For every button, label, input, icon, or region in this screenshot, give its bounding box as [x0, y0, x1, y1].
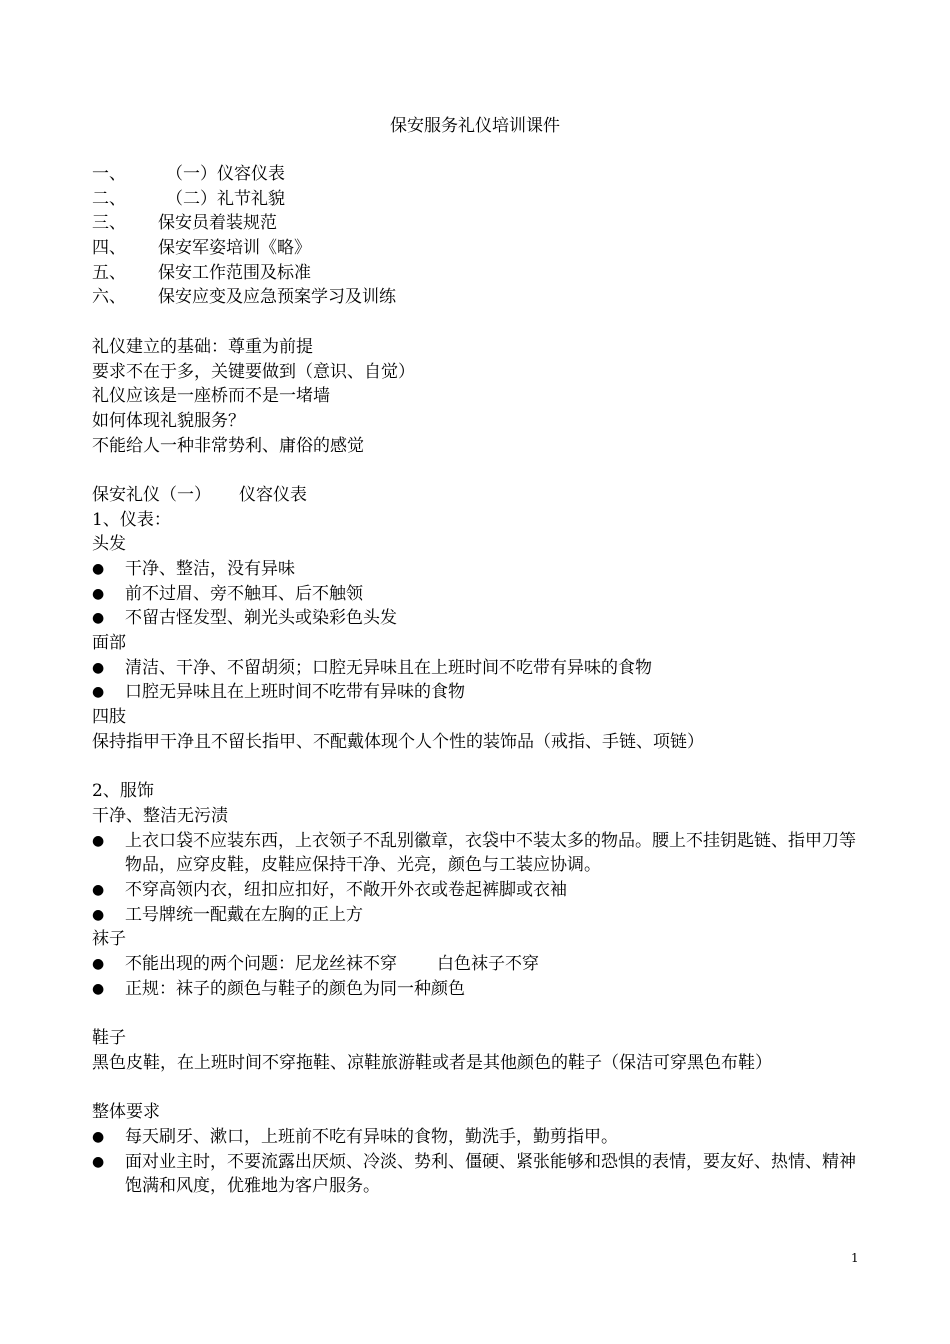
toc-number: 四、 — [92, 238, 126, 259]
list-item-text: 每天刷牙、漱口，上班前不吃有异味的食物，勤洗手，勤剪指甲。 — [125, 1126, 618, 1147]
subsection-heading: 1、仪表： — [92, 509, 171, 530]
shoes-text: 黑色皮鞋，在上班时间不穿拖鞋、凉鞋旅游鞋或者是其他颜色的鞋子（保洁可穿黑色布鞋） — [92, 1052, 772, 1073]
bullet-icon: ● — [92, 610, 105, 627]
socks-issue-b: 白色袜子不穿 — [437, 954, 539, 975]
toc-text: （二）礼节礼貌 — [166, 188, 285, 209]
document-body — [92, 162, 872, 1199]
list-item — [92, 1150, 872, 1199]
limbs-text: 保持指甲干净且不留长指甲、不配戴体现个人个性的装饰品（戒指、手链、项链） — [92, 731, 704, 752]
face-label: 面部 — [92, 633, 126, 654]
toc-text: 保安员着装规范 — [158, 213, 277, 234]
spacer — [92, 458, 872, 483]
toc-text: 保安军姿培训《略》 — [158, 238, 311, 259]
intro-line: 礼仪建立的基础：尊重为前提 — [92, 336, 313, 357]
socks-label: 袜子 — [92, 929, 126, 950]
list-item — [92, 582, 872, 607]
bullet-icon: ● — [92, 832, 105, 849]
bullet-icon: ● — [92, 980, 105, 997]
intro-line: 要求不在于多，关键要做到（意识、自觉） — [92, 361, 415, 382]
bullet-icon: ● — [92, 1128, 105, 1145]
list-item-text: 面对业主时，不要流露出厌烦、冷淡、势利、僵硬、紧张能够和恐惧的表情，要友好、热情、精神饱满和风度，优雅地为客户服务。 — [125, 1151, 856, 1197]
shoes-label: 鞋子 — [92, 1028, 126, 1049]
list-item — [92, 656, 872, 681]
toc-number: 六、 — [92, 287, 126, 308]
list-item — [92, 680, 872, 705]
list-item — [92, 878, 872, 903]
list-item-text — [125, 952, 539, 977]
toc-text: 保安工作范围及标准 — [158, 262, 311, 283]
toc-number: 一、 — [92, 164, 126, 184]
bullet-icon: ● — [92, 684, 105, 701]
toc-item — [92, 211, 872, 236]
bullet-icon: ● — [92, 659, 105, 676]
toc-text: 保安应变及应急预案学习及训练 — [158, 287, 396, 308]
list-item — [92, 903, 872, 928]
toc-number: 二、 — [92, 188, 126, 209]
toc-item — [92, 162, 872, 187]
socks-issue-a: 不能出现的两个问题：尼龙丝袜不穿 — [125, 954, 397, 975]
list-item — [92, 557, 872, 582]
section-heading — [92, 483, 872, 508]
list-item — [92, 977, 872, 1002]
list-item-text: 前不过眉、旁不触耳、后不触领 — [125, 583, 363, 604]
spacer — [92, 755, 872, 780]
limbs-label: 四肢 — [92, 707, 126, 728]
list-item-text: 干净、整洁，没有异味 — [125, 559, 295, 579]
list-item-text: 不穿高领内衣，纽扣应扣好，不敞开外衣或卷起裤脚或衣袖 — [125, 879, 567, 900]
overall-label: 整体要求 — [92, 1102, 160, 1123]
list-item-text: 口腔无异味且在上班时间不吃带有异味的食物 — [125, 682, 465, 703]
toc-text: （一）仪容仪表 — [166, 164, 285, 184]
list-item-text: 不留古怪发型、剃光头或染彩色头发 — [125, 608, 397, 629]
bullet-icon: ● — [92, 881, 105, 898]
spacer — [92, 310, 872, 335]
bullet-icon: ● — [92, 561, 105, 577]
bullet-icon: ● — [92, 956, 105, 973]
list-item — [92, 606, 872, 631]
list-item-text: 正规：袜子的颜色与鞋子的颜色为同一种颜色 — [125, 978, 465, 999]
document-title: 保安服务礼仪培训课件 — [390, 116, 560, 136]
clean-label: 干净、整洁无污渍 — [92, 805, 228, 826]
intro-line: 如何体现礼貌服务？ — [92, 410, 245, 431]
section-heading-b: 仪容仪表 — [239, 484, 307, 505]
page-number: 1 — [851, 1251, 859, 1265]
subsection-heading: 2、服饰 — [92, 781, 154, 802]
toc-item — [92, 261, 872, 286]
toc-item — [92, 236, 872, 261]
section-heading-a: 保安礼仪（一） — [92, 484, 211, 505]
bullet-icon: ● — [92, 906, 105, 923]
list-item-text: 清洁、干净、不留胡须；口腔无异味且在上班时间不吃带有异味的食物 — [125, 657, 652, 678]
toc-number: 五、 — [92, 262, 126, 283]
intro-line: 不能给人一种非常势利、庸俗的感觉 — [92, 435, 364, 456]
list-item — [92, 952, 872, 977]
list-item-text: 上衣口袋不应装东西，上衣领子不乱别徽章，衣袋中不装太多的物品。腰上不挂钥匙链、指甲刀等物品，应穿皮鞋，皮鞋应保持干净、光亮，颜色与工装应协调。 — [125, 830, 856, 876]
hair-label: 头发 — [92, 534, 126, 555]
intro-line: 礼仪应该是一座桥而不是一堵墙 — [92, 386, 330, 407]
toc-number: 三、 — [92, 213, 126, 234]
spacer — [92, 1075, 872, 1100]
spacer — [92, 1001, 872, 1026]
toc-item — [92, 285, 872, 310]
list-item — [92, 829, 872, 878]
list-item — [92, 1125, 872, 1150]
bullet-icon: ● — [92, 585, 105, 602]
list-item-text: 工号牌统一配戴在左胸的正上方 — [125, 904, 363, 925]
bullet-icon: ● — [92, 1153, 105, 1170]
toc-item — [92, 187, 872, 212]
